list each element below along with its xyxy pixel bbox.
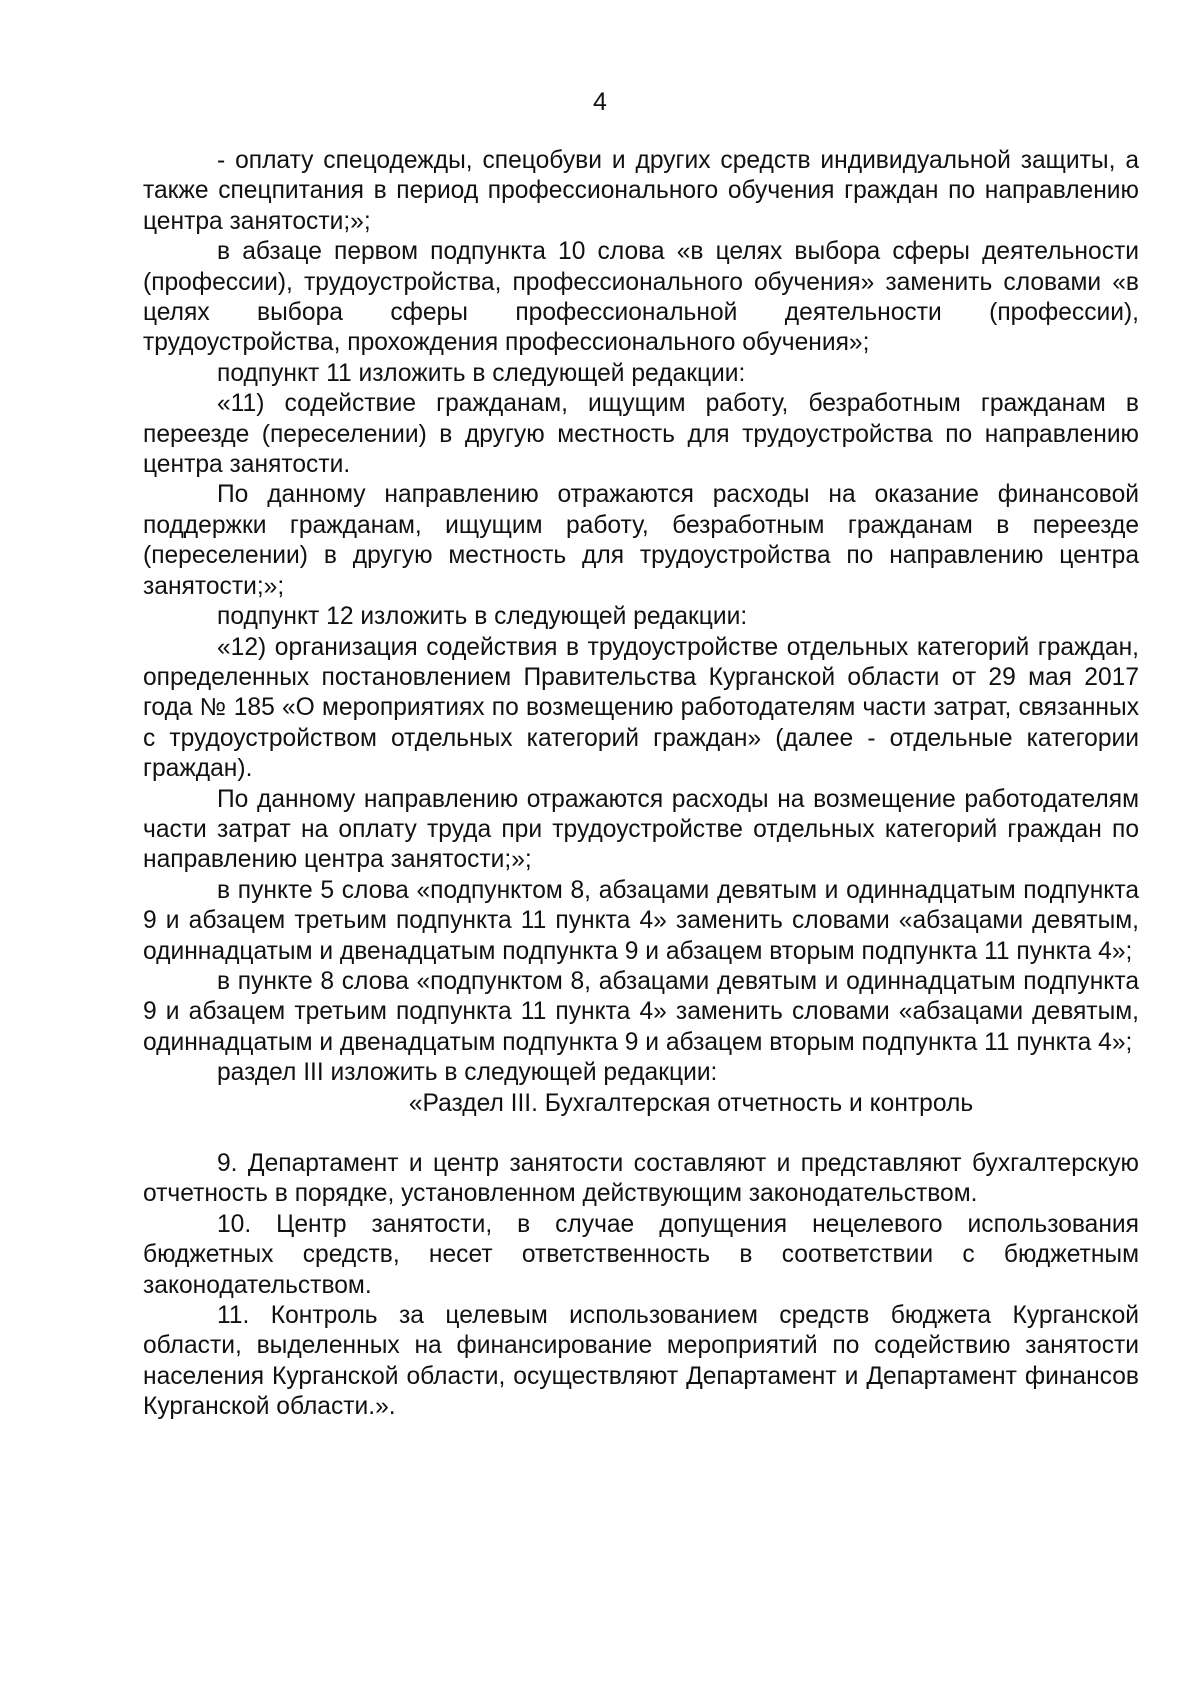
- paragraph-special-clothing: - оплату спецодежды, спецобуви и других средств индивидуальной защиты, а также спецпитания в период профессионального обучения граждан по направлению центра занятости;»;: [143, 147, 1139, 235]
- paragraph-subitem-11-intro: подпункт 11 изложить в следующей редакции:: [217, 359, 746, 387]
- paragraph-item-11: 11. Контроль за целевым использованием средств бюджета Курганской области, выделенных на финансирование мероприятий по содействию занятости населения Курганской области, осуществляют Департамент и Департамент финансов Курганской области.».: [143, 1302, 1139, 1421]
- paragraph-subitem-12-expenses: По данному направлению отражаются расходы на возмещение работодателям части затрат на оплату труда при трудоустройстве отдельных категорий граждан по направлению центра занятости;»;: [143, 785, 1139, 874]
- paragraph-section-3-intro: раздел III изложить в следующей редакции:: [217, 1059, 718, 1087]
- page-number: 4: [593, 88, 607, 116]
- paragraph-subitem-12-text: «12) организация содействия в трудоустройстве отдельных категорий граждан, определенных постановлением Правительства Курганской области от 29 мая 2017 года № 185 «О мероприятиях по возмещению работодателям части затрат, связанных с трудоустройством отдельных категорий граждан» (далее - отдельные категории граждан).: [143, 633, 1139, 783]
- paragraph-subitem-11-expenses: По данному направлению отражаются расходы на оказание финансовой поддержки гражданам, ищущим работу, безработным гражданам в переезде (переселении) в другую местность для трудоустройства по направлению центра занятости;»;: [143, 481, 1139, 600]
- section-title: «Раздел III. Бухгалтерская отчетность и контроль: [408, 1089, 974, 1117]
- paragraph-item-10: 10. Центр занятости, в случае допущения нецелевого использования бюджетных средств, несет ответственность в соответствии с бюджетным законодательством.: [143, 1210, 1139, 1299]
- document-body: [143, 146, 1139, 1423]
- paragraph-item-9: 9. Департамент и центр занятости составляют и представляют бухгалтерскую отчетность в порядке, установленном действующим законодательством.: [143, 1150, 1139, 1208]
- paragraph-subitem-12-intro: подпункт 12 изложить в следующей редакции:: [217, 603, 748, 631]
- paragraph-item-5-replace: в пункте 5 слова «подпунктом 8, абзацами девятым и одиннадцатым подпункта 9 и абзацем третьим подпункта 11 пункта 4» заменить словами «абзацами девятым, одиннадцатым и двенадцатым подпункта 9 и абзацем вторым подпункта 11 пункта 4»;: [143, 876, 1139, 965]
- paragraph-item-8-replace: в пункте 8 слова «подпунктом 8, абзацами девятым и одиннадцатым подпункта 9 и абзацем третьим подпункта 11 пункта 4» заменить словами «абзацами девятым, одиннадцатым и двенадцатым подпункта 9 и абзацем вторым подпункта 11 пункта 4»;: [143, 967, 1139, 1056]
- paragraph-subitem-10-replace: в абзаце первом подпункта 10 слова «в целях выбора сферы деятельности (профессии), трудоустройства, профессионального обучения» заменить словами «в целях выбора сферы профессиональной деятельности (профессии), трудоустройства, прохождения профессионального обучения»;: [143, 238, 1139, 357]
- paragraph-subitem-11-text: «11) содействие гражданам, ищущим работу, безработным гражданам в переезде (переселении) в другую местность для трудоустройства по направлению центра занятости.: [143, 390, 1139, 479]
- section-spacer: [143, 1119, 1139, 1149]
